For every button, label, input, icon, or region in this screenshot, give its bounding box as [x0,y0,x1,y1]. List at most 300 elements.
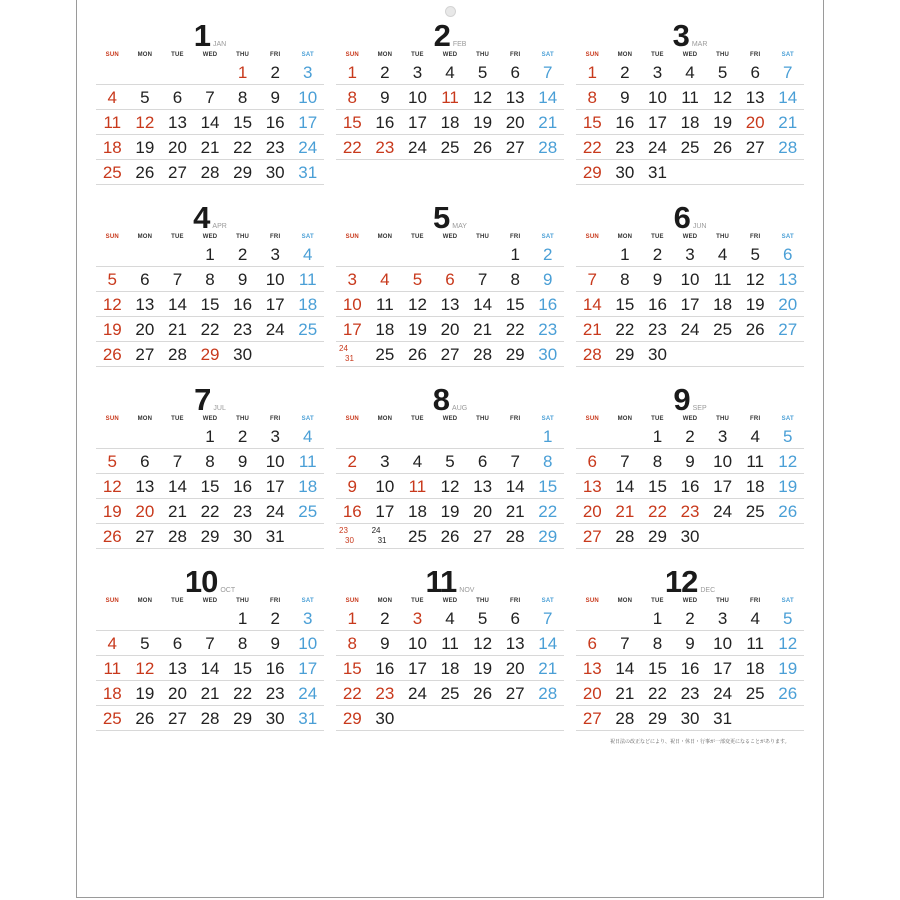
month-aug [336,382,564,566]
day-cell: 7 [477,270,488,289]
day-cell: 14 [582,295,602,314]
day-cell: 23 [375,684,395,703]
day-cell: 15 [505,295,525,314]
day-cell: 10 [407,634,427,653]
month-header [336,200,564,235]
week-row [96,449,324,474]
weekday-fri: FRI [270,52,281,58]
month-abbr: APR [212,223,227,230]
day-grid [96,60,324,185]
day-cell [609,606,642,630]
week-row [576,706,804,731]
day-cell: 29 [647,527,667,546]
day-cell: 14 [615,477,635,496]
day-cell: 21 [200,138,220,157]
day-cell: 21 [505,502,525,521]
day-cell: 20 [167,684,187,703]
day-cell [401,424,434,448]
weekday-sun: SUN [345,598,359,604]
month-abbr: MAY [452,223,467,230]
weekday-thu: THU [236,52,250,58]
day-cell: 11 [441,634,459,653]
day-cell [674,160,707,184]
day-cell: 12 [473,88,493,107]
weekday-sun: SUN [105,234,119,240]
day-cell: 27 [135,527,155,546]
day-cell: 17 [298,113,318,132]
month-number: 9 [673,382,690,417]
day-cell: 26 [745,320,765,339]
day-cell: 5 [717,63,728,82]
day-cell: 10 [647,88,667,107]
week-row [336,606,564,631]
day-cell: 8 [587,88,598,107]
week-row [96,342,324,367]
day-cell: 4 [380,270,390,289]
day-cell: 23 [647,320,667,339]
day-cell: 16 [615,113,635,132]
day-cell: 12 [102,295,122,314]
day-cell: 12 [135,113,155,132]
day-cell: 4 [445,609,455,628]
weekday-sun: SUN [585,416,599,422]
day-cell: 21 [615,502,635,521]
day-cell [706,160,739,184]
weekday-tue: TUE [411,416,424,422]
week-row [576,267,804,292]
day-cell: 21 [778,113,798,132]
month-number: 3 [672,18,689,53]
day-cell: 25 [298,502,318,521]
weekday-mon: MON [377,234,393,240]
day-cell: 16 [233,477,253,496]
day-cell: 9 [380,88,390,107]
day-cell: 10 [713,452,733,471]
day-cell: 2 [543,245,553,264]
weekday-sun: SUN [345,416,359,422]
day-cell: 21 [167,502,187,521]
day-cell: 19 [102,502,122,521]
day-cell: 4 [685,63,695,82]
day-cell [161,424,194,448]
day-cell: 11 [103,113,122,132]
day-cell: 7 [543,63,553,82]
day-cell: 21 [615,684,635,703]
weekday-sun: SUN [105,52,119,58]
week-row [96,606,324,631]
day-cell: 3 [652,63,663,82]
day-cell: 24 31 [371,526,387,545]
day-cell: 26 [135,709,155,728]
weekday-fri: FRI [750,598,761,604]
day-cell: 18 [102,684,122,703]
day-cell: 25 [375,345,395,364]
day-cell: 18 [298,477,318,496]
day-cell: 11 [441,88,459,107]
day-cell: 30 [680,709,700,728]
day-cell: 30 [680,527,700,546]
day-cell: 28 [473,345,493,364]
weekday-fri: FRI [750,234,761,240]
day-cell: 26 [102,527,122,546]
weekday-sat: SAT [541,416,554,422]
day-cell: 16 [538,295,558,314]
day-cell: 19 [440,502,460,521]
day-cell: 8 [205,452,215,471]
month-number: 2 [433,18,450,53]
day-cell [369,424,402,448]
day-cell: 25 [440,684,460,703]
day-cell: 1 [587,63,598,82]
day-cell: 23 [233,502,253,521]
day-cell [129,242,162,266]
day-cell: 27 [582,527,602,546]
day-cell: 17 [407,113,427,132]
day-cell: 13 [440,295,460,314]
day-cell [674,342,707,366]
week-row [336,681,564,706]
week-row [336,110,564,135]
day-cell: 26 [473,138,493,157]
day-cell: 19 [745,295,765,314]
day-cell: 16 [375,113,395,132]
day-cell: 30 [233,527,253,546]
month-header [96,18,324,53]
day-cell: 22 [538,502,558,521]
day-cell: 16 [680,659,700,678]
weekday-sat: SAT [541,52,554,58]
day-cell: 13 [778,270,798,289]
day-cell [129,60,162,84]
day-cell: 20 [473,502,493,521]
day-cell: 5 [107,452,118,471]
day-cell: 7 [172,452,183,471]
weekday-sun: SUN [345,52,359,58]
weekday-sat: SAT [541,598,554,604]
month-number: 7 [194,382,211,417]
month-number: 10 [184,564,218,599]
day-cell: 22 [200,320,220,339]
day-cell: 24 [298,138,318,157]
day-cell: 28 [615,709,635,728]
month-header [96,564,324,599]
weekday-sat: SAT [781,598,794,604]
month-abbr: NOV [459,587,475,594]
day-cell: 18 [680,113,700,132]
week-row [336,449,564,474]
day-cell: 24 [713,502,733,521]
day-cell: 6 [783,245,793,264]
day-cell [576,424,609,448]
day-cell: 15 [342,113,362,132]
day-cell: 7 [543,609,553,628]
day-cell: 11 [298,270,317,289]
day-cell: 11 [713,270,732,289]
day-cell: 16 [680,477,700,496]
week-row [336,292,564,317]
day-cell: 8 [543,452,553,471]
day-cell: 4 [750,427,760,446]
day-cell: 1 [652,427,663,446]
day-cell: 9 [270,634,280,653]
day-cell: 5 [140,88,150,107]
month-abbr: JUN [692,223,707,230]
week-row [576,474,804,499]
day-cell: 29 [342,709,362,728]
day-cell [161,606,194,630]
hanging-hole [445,6,456,17]
day-cell: 7 [620,452,630,471]
day-cell: 4 [303,427,313,446]
weekday-thu: THU [236,416,250,422]
day-cell [609,424,642,448]
day-cell: 19 [713,113,733,132]
day-cell: 22 [233,684,253,703]
week-row [576,424,804,449]
day-cell: 26 [407,345,427,364]
day-cell: 29 [582,163,602,182]
month-may [336,200,564,384]
day-cell: 2 [685,427,695,446]
day-cell: 18 [745,659,765,678]
day-cell: 25 [407,527,427,546]
day-cell: 24 [298,684,318,703]
day-cell: 3 [685,245,695,264]
day-cell [401,242,434,266]
weekday-wed: WED [202,416,218,422]
day-cell: 18 [745,477,765,496]
day-cell: 25 [102,163,122,182]
day-cell: 13 [582,659,602,678]
day-cell: 28 [167,345,187,364]
day-cell: 20 [582,502,602,521]
day-cell: 3 [717,609,728,628]
day-cell: 1 [237,609,248,628]
day-cell: 29 [200,527,220,546]
day-cell: 11 [746,452,764,471]
day-cell: 23 30 [339,526,354,545]
weekday-mon: MON [137,416,153,422]
day-cell [434,424,467,448]
day-cell [739,524,772,548]
day-cell: 6 [172,88,183,107]
week-row [576,631,804,656]
week-row [576,317,804,342]
month-header [576,564,804,599]
day-cell: 20 [505,113,525,132]
day-cell: 17 [298,659,318,678]
day-cell [161,60,194,84]
day-cell: 27 [135,345,155,364]
day-cell: 24 [407,684,427,703]
day-cell: 19 [473,113,493,132]
day-cell: 19 [102,320,122,339]
month-header [576,18,804,53]
day-cell: 5 [783,609,793,628]
day-cell: 2 [380,609,390,628]
week-row [576,292,804,317]
month-dec [576,564,804,748]
week-row [96,60,324,85]
day-cell: 24 [265,320,285,339]
weekday-tue: TUE [651,234,664,240]
weekday-thu: THU [476,598,490,604]
day-cell: 19 [407,320,427,339]
day-grid [576,424,804,549]
day-cell: 6 [445,270,455,289]
day-cell: 10 [713,634,733,653]
day-cell: 14 [538,88,558,107]
day-cell: 13 [745,88,765,107]
month-mar [576,18,804,202]
day-cell: 13 [505,88,525,107]
day-cell [161,242,194,266]
weekday-tue: TUE [651,416,664,422]
weekday-sun: SUN [345,234,359,240]
month-abbr: FEB [452,41,467,48]
day-cell: 12 [778,634,798,653]
day-cell: 11 [746,634,764,653]
day-cell: 12 [135,659,155,678]
day-cell: 25 [102,709,122,728]
month-number: 1 [193,18,210,53]
day-cell [576,606,609,630]
day-cell: 20 [745,113,765,132]
day-cell [291,342,324,366]
day-cell: 20 [135,502,155,521]
month-sep [576,382,804,566]
day-cell: 29 [505,345,525,364]
day-cell: 9 [652,270,663,289]
day-cell: 8 [347,88,358,107]
day-cell: 29 [615,345,635,364]
footnote: 祝日法の改正などにより、祝日・休日・行事が一部変更になることがあります。 [610,739,790,745]
week-row [576,499,804,524]
day-cell [96,60,129,84]
day-cell: 15 [647,659,667,678]
day-cell: 28 [167,527,187,546]
day-cell: 16 [265,113,285,132]
day-cell: 5 [477,63,488,82]
day-cell: 22 [200,502,220,521]
day-cell: 11 [681,88,699,107]
day-cell: 7 [510,452,520,471]
day-cell: 6 [510,609,520,628]
month-abbr: JUL [213,405,226,412]
day-cell: 22 [582,138,602,157]
day-cell: 22 [342,684,362,703]
day-cell: 9 [620,88,630,107]
day-cell: 10 [407,88,427,107]
weekday-thu: THU [716,52,730,58]
weekday-thu: THU [716,416,730,422]
weekday-sun: SUN [585,598,599,604]
day-cell: 21 [200,684,220,703]
day-cell: 5 [140,634,150,653]
day-cell: 24 [407,138,427,157]
month-abbr: JAN [213,41,227,48]
weekday-tue: TUE [411,234,424,240]
day-cell: 23 [265,138,285,157]
day-cell: 9 [237,270,248,289]
day-cell: 8 [510,270,520,289]
weekday-wed: WED [682,234,698,240]
day-cell: 21 [538,659,558,678]
day-cell: 19 [135,138,155,157]
month-abbr: SEP [692,405,707,412]
weekday-wed: WED [682,598,698,604]
day-cell: 14 [615,659,635,678]
day-cell: 5 [412,270,423,289]
day-cell: 9 [270,88,280,107]
week-row [96,110,324,135]
weekday-tue: TUE [651,598,664,604]
day-cell: 14 [538,634,558,653]
weekday-wed: WED [202,598,218,604]
day-cell: 28 [505,527,525,546]
day-grid [96,242,324,367]
day-cell: 2 [685,609,695,628]
week-row [96,160,324,185]
day-cell [291,524,324,548]
day-cell: 6 [172,634,183,653]
day-cell: 11 [298,452,317,471]
day-cell: 25 [713,320,733,339]
day-cell [259,342,292,366]
day-cell: 2 [237,245,248,264]
day-cell: 14 [167,295,187,314]
week-row [576,681,804,706]
day-cell [706,524,739,548]
day-cell: 8 [205,270,215,289]
day-cell: 23 [233,320,253,339]
day-cell [434,242,467,266]
day-cell: 12 [440,477,460,496]
day-cell: 14 [505,477,525,496]
week-row [96,424,324,449]
day-cell: 30 [375,709,395,728]
day-cell: 6 [140,452,150,471]
day-cell: 8 [652,634,663,653]
week-row [336,706,564,731]
day-cell: 28 [200,163,220,182]
day-cell [739,160,772,184]
day-cell [576,242,609,266]
day-cell: 13 [135,477,155,496]
weekday-fri: FRI [270,416,281,422]
month-header [336,18,564,53]
day-cell: 12 [407,295,427,314]
month-jan [96,18,324,202]
weekday-sun: SUN [585,52,599,58]
day-grid [336,606,564,731]
day-cell: 2 [620,63,630,82]
day-cell: 15 [647,477,667,496]
day-cell: 14 [778,88,798,107]
day-cell: 20 [582,684,602,703]
week-row [336,135,564,160]
day-cell: 28 [615,527,635,546]
week-row [96,656,324,681]
month-header [336,564,564,599]
day-cell: 16 [265,659,285,678]
day-cell: 30 [265,163,285,182]
day-cell [771,342,804,366]
day-cell: 20 [778,295,798,314]
day-cell: 19 [778,477,798,496]
day-cell [194,606,227,630]
weekday-mon: MON [137,598,153,604]
